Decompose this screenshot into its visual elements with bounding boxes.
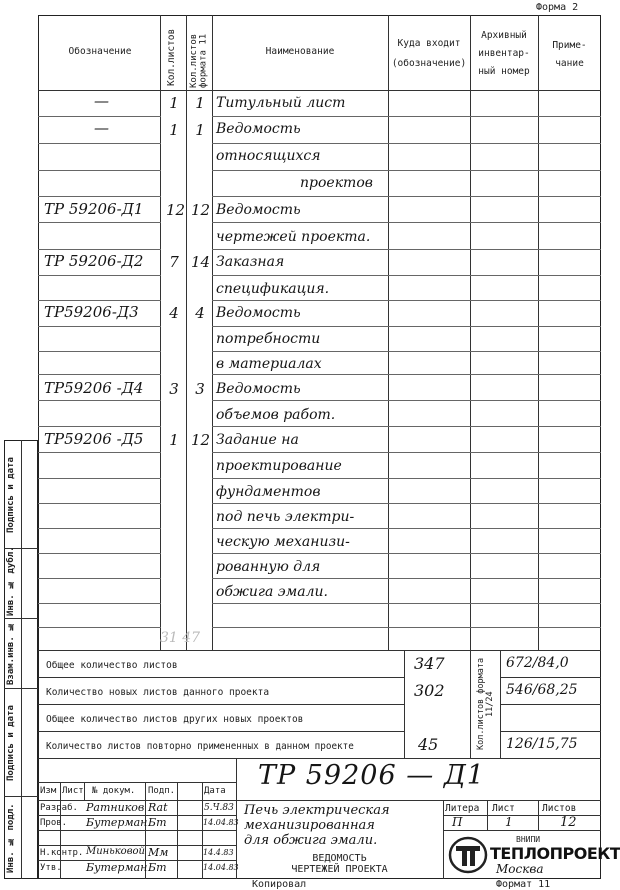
- stamp-listov-value: 12: [560, 815, 577, 830]
- row-name: спецификация.: [216, 281, 330, 297]
- row-rule: [388, 503, 601, 504]
- side-inv-podl: Инв. № подл.: [6, 803, 16, 873]
- row-rule: [38, 603, 161, 604]
- header-line: [38, 90, 601, 91]
- stamp-role: Утв.: [40, 863, 62, 873]
- header-designation: Обозначение: [68, 46, 132, 57]
- row-rule: [388, 275, 601, 276]
- col-divider: [186, 15, 187, 650]
- stamp-signature: Rat: [148, 801, 168, 814]
- row-rule: [38, 452, 161, 453]
- total-sheets: 302: [414, 681, 445, 700]
- row-format11: 4: [195, 304, 205, 322]
- row-rule: [212, 426, 388, 427]
- stamp-head-doc: № докум.: [92, 786, 136, 796]
- stamp-role: Разраб.: [40, 803, 78, 813]
- side-vzam-inv: Взам.инв. №: [6, 620, 16, 686]
- row-rule: [212, 528, 388, 529]
- stamp-date: 14.04.83: [203, 863, 239, 872]
- row-rule: [212, 275, 388, 276]
- row-rule: [388, 426, 601, 427]
- row-name: Ведомость: [216, 121, 301, 137]
- row-rule: [212, 553, 388, 554]
- row-name: Заказная: [216, 254, 285, 270]
- row-rule: [212, 143, 388, 144]
- total-format11: 672/84,0: [506, 655, 569, 671]
- total-label: Общее количество листов: [46, 660, 178, 671]
- row-rule: [212, 478, 388, 479]
- row-rule: [388, 603, 601, 604]
- stamp-person-name: Миньковой: [86, 846, 145, 857]
- stamp-list-value: 1: [505, 815, 513, 829]
- stamp-head-podp: Подп.: [148, 786, 176, 796]
- stamp-line: [38, 830, 236, 831]
- totals-top-line: [38, 650, 601, 651]
- row-name: ческую механизи-: [216, 534, 350, 550]
- row-format11: 1: [195, 121, 205, 139]
- header-archive-2: инвентар-: [478, 48, 530, 59]
- row-name: объемов работ.: [216, 407, 336, 423]
- side-strip-divider: [21, 440, 22, 879]
- row-rule: [388, 400, 601, 401]
- stamp-signature: Бт: [148, 861, 167, 874]
- stamp-line: [236, 800, 601, 801]
- side-podpis-data-bottom: Подпись и дата: [6, 705, 16, 781]
- row-name: в материалах: [216, 356, 322, 372]
- row-rule: [388, 374, 601, 375]
- row-rule: [388, 326, 601, 327]
- col-divider: [538, 15, 539, 650]
- row-rule: [38, 503, 161, 504]
- row-format11: 14: [191, 253, 211, 271]
- stamp-person-name: Бутерман: [86, 816, 148, 829]
- row-name: под печь электри-: [216, 509, 355, 525]
- stamp-litera-label: Литера: [445, 803, 480, 814]
- stamp-title-hand: механизированная: [244, 818, 375, 833]
- row-format11: 12: [191, 431, 211, 449]
- row-name: относящихся: [216, 148, 321, 164]
- totals-col: [404, 650, 405, 758]
- stamp-line: [443, 815, 601, 816]
- totals-line: [500, 731, 601, 732]
- row-rule: [388, 528, 601, 529]
- stamp-designation: ТР 59206 — Д1: [258, 760, 485, 791]
- row-rule: [388, 170, 601, 171]
- row-designation: —: [94, 119, 109, 137]
- stamp-list-label: Лист: [492, 803, 515, 814]
- org-city: Москва: [496, 862, 544, 876]
- row-rule: [388, 452, 601, 453]
- totals-line: [38, 731, 404, 732]
- header-format11: Кол.листов формата 11: [189, 33, 209, 88]
- row-rule: [38, 116, 161, 117]
- header-note-2: чание: [555, 58, 584, 69]
- form-label: Форма 2: [536, 2, 579, 13]
- row-rule: [38, 196, 161, 197]
- row-rule: [388, 222, 601, 223]
- row-designation: ТР 59206-Д1: [44, 200, 144, 218]
- row-rule: [388, 116, 601, 117]
- row-name: Ведомость: [216, 381, 301, 397]
- header-archive-1: Архивный: [481, 30, 527, 41]
- row-rule: [38, 249, 161, 250]
- row-rule: [38, 275, 161, 276]
- stamp-role: Пров.: [40, 818, 68, 828]
- stamp-date: 14.4.83: [203, 848, 234, 857]
- row-rule: [388, 578, 601, 579]
- row-name: Задание на: [216, 432, 299, 448]
- row-rule: [212, 578, 388, 579]
- row-rule: [388, 478, 601, 479]
- totals-line: [38, 704, 404, 705]
- row-format11: 12: [191, 201, 211, 219]
- stamp-title-print: ВЕДОМОСТЬ: [312, 853, 367, 864]
- totals-bottom-line: [38, 758, 601, 759]
- faint-total: 31 47: [160, 630, 201, 646]
- total-format11: 126/15,75: [506, 736, 578, 752]
- row-sheets: 1: [169, 431, 179, 449]
- header-sheet-count: Кол.листов: [166, 28, 177, 86]
- row-rule: [212, 400, 388, 401]
- row-name: Ведомость: [216, 202, 301, 218]
- col-divider: [470, 15, 471, 650]
- stamp-title-hand: для обжига эмали.: [244, 833, 378, 848]
- row-designation: —: [94, 92, 109, 110]
- row-rule: [212, 603, 388, 604]
- side-podpis-data-top: Подпись и дата: [6, 457, 16, 533]
- totals-col: [470, 650, 471, 758]
- total-sheets: 45: [418, 735, 439, 754]
- row-rule: [212, 222, 388, 223]
- stamp-person-name: Бутерман: [86, 861, 148, 874]
- stamp-person-name: Ратников: [86, 801, 145, 814]
- row-name: проектирование: [216, 458, 342, 474]
- header-where-2: (обозначение): [391, 58, 467, 69]
- row-rule: [388, 351, 601, 352]
- stamp-head-date: Дата: [204, 786, 226, 796]
- stamp-col: [443, 800, 444, 879]
- side-strip-line: [4, 688, 38, 689]
- row-rule: [212, 351, 388, 352]
- col-divider: [160, 15, 161, 650]
- row-name: обжига эмали.: [216, 584, 328, 600]
- row-rule: [212, 627, 388, 628]
- row-name: Ведомость: [216, 305, 301, 321]
- stamp-litera-value: П: [452, 815, 463, 829]
- row-rule: [38, 426, 161, 427]
- col-divider: [388, 15, 389, 650]
- row-rule: [212, 452, 388, 453]
- row-rule: [388, 249, 601, 250]
- org-name: ТЕПЛОПРОЕКТ: [490, 844, 620, 863]
- row-rule: [38, 351, 161, 352]
- total-label: Общее количество листов других новых проектов: [46, 714, 304, 725]
- stamp-line: [38, 782, 236, 783]
- header-note-1: Приме-: [552, 40, 587, 51]
- row-rule: [388, 143, 601, 144]
- stamp-signature: Бт: [148, 816, 167, 829]
- org-small: ВНИПИ: [516, 835, 541, 844]
- row-sheets: 12: [166, 201, 186, 219]
- row-rule: [388, 196, 601, 197]
- row-name: Титульный лист: [216, 95, 346, 111]
- total-label: Количество листов повторно примененных в данном проекте: [46, 741, 354, 752]
- side-strip-line: [4, 796, 38, 797]
- header-archive-3: ный номер: [478, 66, 530, 77]
- totals-line: [500, 704, 601, 705]
- row-sheets: 1: [169, 94, 179, 112]
- row-rule: [38, 478, 161, 479]
- row-rule: [212, 503, 388, 504]
- stamp-col: [84, 782, 85, 800]
- row-rule: [212, 116, 388, 117]
- row-rule: [38, 578, 161, 579]
- stamp-date: 5.Ч.83: [204, 803, 234, 813]
- row-format11: 1: [195, 94, 205, 112]
- row-designation: ТР59206-Д3: [44, 303, 139, 321]
- row-name: чертежей проекта.: [216, 229, 371, 245]
- total-format11: 546/68,25: [506, 682, 578, 698]
- row-sheets: 4: [169, 304, 179, 322]
- row-rule: [38, 400, 161, 401]
- row-rule: [38, 326, 161, 327]
- row-designation: ТР 59206-Д2: [44, 252, 144, 270]
- stamp-listov-label: Листов: [542, 803, 577, 814]
- stamp-head-izm: Изм: [40, 786, 57, 796]
- row-rule: [212, 326, 388, 327]
- footer-copied: Копировал: [252, 879, 307, 890]
- row-rule: [38, 627, 161, 628]
- total-label: Количество новых листов данного проекта: [46, 687, 270, 698]
- row-designation: ТР59206 -Д4: [44, 379, 144, 397]
- side-strip-line: [4, 618, 38, 619]
- row-rule: [388, 300, 601, 301]
- row-rule: [212, 196, 388, 197]
- header-where-1: Куда входит: [397, 38, 461, 49]
- teploproekt-logo-icon: [448, 836, 488, 874]
- row-name: проектов: [300, 175, 373, 191]
- row-rule: [388, 553, 601, 554]
- row-rule: [38, 553, 161, 554]
- totals-line: [500, 677, 601, 678]
- row-rule: [38, 300, 161, 301]
- stamp-title-hand: Печь электрическая: [244, 803, 390, 818]
- totals-line: [38, 677, 404, 678]
- row-sheets: 1: [169, 121, 179, 139]
- row-rule: [212, 374, 388, 375]
- header-name: Наименование: [265, 46, 335, 57]
- col-divider: [212, 15, 213, 650]
- row-rule: [388, 627, 601, 628]
- totals-side-label: Кол.листов формата 11/24: [476, 657, 495, 751]
- row-name: фундаментов: [216, 484, 321, 500]
- side-inv-dubl: Инв. № дубл.: [6, 546, 16, 616]
- stamp-signature: Мм: [148, 846, 169, 859]
- stamp-date: 14.04.83: [203, 818, 239, 827]
- row-rule: [212, 249, 388, 250]
- row-rule: [38, 374, 161, 375]
- row-designation: ТР59206 -Д5: [44, 430, 144, 448]
- stamp-head-list: Лист: [62, 786, 84, 796]
- footer-format: Формат 11: [496, 879, 551, 890]
- total-sheets: 347: [414, 654, 445, 673]
- row-name: потребности: [216, 331, 321, 347]
- row-name: рованную для: [216, 559, 321, 575]
- stamp-line: [443, 830, 601, 831]
- row-rule: [38, 170, 161, 171]
- row-format11: 3: [195, 380, 205, 398]
- row-sheets: 7: [169, 253, 179, 271]
- row-rule: [38, 222, 161, 223]
- row-rule: [38, 143, 161, 144]
- row-rule: [212, 170, 388, 171]
- row-rule: [212, 300, 388, 301]
- row-rule: [38, 528, 161, 529]
- stamp-title-print: ЧЕРТЕЖЕЙ ПРОЕКТА: [291, 864, 388, 875]
- row-sheets: 3: [169, 380, 179, 398]
- stamp-role: Н.контр.: [40, 848, 84, 858]
